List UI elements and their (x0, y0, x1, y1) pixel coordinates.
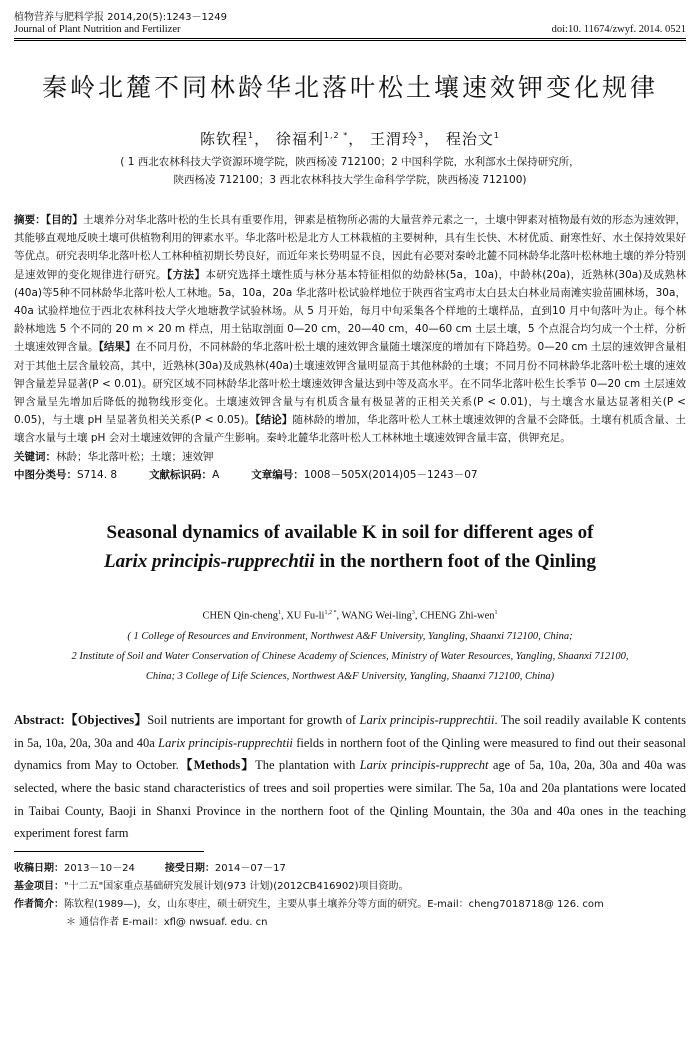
author-cn: 王渭玲 (369, 130, 418, 148)
corresponding-row: ＊ 通信作者 E-mail：xfl@ nwsuaf. edu. cn (66, 916, 268, 928)
art-label: 文章编号： (251, 468, 304, 481)
abstract-en (14, 709, 686, 845)
title-en (14, 518, 686, 576)
title-en-species: Larix principis-rupprechtii (104, 550, 315, 572)
method-label: 【方法】 (166, 268, 206, 281)
journal-en: Journal of Plant Nutrition and Fertilizer (14, 24, 181, 35)
doi: doi:10. 11674/zwyf. 2014. 0521 (551, 24, 686, 35)
classification-line (14, 466, 686, 484)
abstract-en-text: The plantation with (255, 758, 360, 773)
art-value: 1008－505X(2014)05－1243－07 (303, 468, 478, 481)
author-bio-label: 作者简介： (14, 898, 64, 910)
paper-page (14, 0, 686, 932)
keywords-cn (14, 448, 686, 466)
author-sup: 1,2 * (324, 609, 337, 616)
abstract-cn (14, 211, 686, 448)
objective-text: 土壤养分对华北落叶松的生长具有重要作用，钾素是植物所必需的大量营养元素之一，土壤中钾素对植物最有效的形态为速效钾，其能够直观地反映土壤可供植物利用的钾素水平。华北落叶松是北方人工林栽植的主要树种，具有生长快、木材优质、耐寒性好、水土保持效果好等优点。研究表明华北落叶松人工林种植初期长势良好，而近年来长势明显不良，因此有必要对秦岭北麓不同林龄华北落叶松林地土壤的养分特别是速效钾的变化规律进行研究。 (14, 214, 687, 281)
title-cn: 秦岭北麓不同林龄华北落叶松土壤速效钾变化规律 (41, 73, 658, 102)
accepted-label: 接受日期： (164, 862, 215, 874)
conclusion-text: 随林龄的增加，华北落叶松人工林土壤速效钾的含量不会降低。土壤有机质含量、土壤含水量与土壤 pH 会对土壤速效钾的含量产生影响。秦岭北麓华北落叶松人工林林地土壤速效钾含量丰富，供钾充足。 (14, 414, 687, 445)
species-name: Larix principis-rupprechtii (158, 735, 293, 750)
running-header (14, 0, 686, 38)
author-cn: 徐福利 (275, 130, 324, 148)
authors-en: CHEN Qin-cheng$^1$, XU $Fu-li^{1,2 *}$, WANG Wei-ling$^3$, CHENG Zhi-wen$^1$ (202, 609, 498, 622)
affiliation-line: ( 1 西北农林科技大学资源环境学院，陕西杨凌 712100；2 中国科学院，水利部水土保持研究所， (120, 156, 580, 168)
affiliation-line: 陕西杨凌 712100；3 西北农林科技大学生命科学学院，陕西杨凌 712100) (173, 174, 527, 186)
author-sup: 1 (494, 609, 498, 616)
author-sup: 3 (417, 131, 425, 140)
author-sup: 3 (411, 609, 415, 616)
abstract-en-text: fields in northern foot of the Qinling were measured to find out their seasonal dynamics from May to October. (14, 735, 687, 773)
authors-cn: 陈钦程$^1$， 徐福利$^{1,2 *}$， 王渭玲$^3$， 程治文$^1$ (200, 130, 500, 148)
author-cn: 程治文 (445, 130, 494, 148)
received-label: 收稿日期： (14, 862, 64, 874)
doc-value: A (212, 468, 220, 481)
result-text: 在不同月份，不同林龄的华北落叶松土壤的速效钾含量随土壤深度的增加有下降趋势。0—20 cm 土层的速效钾含量相对于其他土层含量较高，其中，近熟林(30a)及成熟林(40a)土壤速效钾含量明显高于其他林龄的土壤；不同月份不同林龄华北落叶松土壤的速效钾含量差异显著(P < 0.01)。研究区域不同林龄华北落叶松土壤速效钾含量达到中等及高水平。在不同华北落叶松生长季节 0—20 cm 土层速效钾含量呈先增加后降低的抛物线形变化。土壤速效钾含量与有机质含量有极显著的正相关关系(P < 0.01)，与土壤含水量达显著相关(P < 0.05)，与土壤 pH 呈显著负相关关系(P < 0.05)。 (14, 341, 687, 427)
affiliation-line: 2 Institute of Soil and Water Conservation of Chinese Academy of Sciences, Ministry of Water Resources, Yangling, Shaanxi 712100, (71, 651, 629, 663)
journal-cn: 植物营养与肥料学报 2014,20(5):1243－1249 (14, 12, 227, 23)
author-sup: 1,2 * (323, 131, 349, 140)
species-name: Larix principis-rupprechtii (359, 713, 495, 728)
author-sup: 1 (493, 131, 500, 140)
clc-label: 中图分类号： (14, 468, 77, 481)
species-name: Larix principis-rupprecht (359, 758, 489, 773)
clc-number (14, 466, 117, 484)
article-number (251, 466, 477, 484)
clc-value: S714. 8 (77, 468, 118, 481)
conclusion-label: 【结论】 (255, 414, 293, 427)
result-label: 【结果】 (98, 341, 136, 354)
author-sup: 1 (277, 609, 281, 616)
affiliation-line: ( 1 College of Resources and Environment, Northwest A&F University, Yangling, Shaanxi 712100, China; (127, 631, 573, 643)
fund-label: 基金项目： (14, 880, 64, 892)
author-en: XU Fu-li (286, 610, 325, 622)
author-bio-row (14, 896, 686, 914)
header-rule (14, 38, 686, 39)
author-cn: 陈钦程 (200, 130, 249, 148)
title-en-line2 (14, 547, 686, 576)
title-en-line1: Seasonal dynamics of available K in soil for different ages of (106, 521, 594, 543)
affiliation-line: China; 3 College of Life Sciences, Northwest A&F University, Yangling, Shaanxi 712100, China) (145, 671, 555, 683)
abstract-en-label: Abstract: (14, 713, 65, 728)
objectives-en-label: 【Objectives】 (64, 713, 148, 728)
author-en: CHENG Zhi-wen (420, 610, 495, 622)
title-en-rest: in the northern foot of the Qinling (314, 550, 596, 572)
abstract-en-text: . The soil readily available K contents in 5a, 10a, 20a, 30a and 40a (14, 713, 687, 750)
methods-en-label: 【Methods】 (178, 758, 256, 773)
fund-row (14, 878, 686, 896)
author-bio-text: 陈钦程(1989—)，女，山东枣庄，硕士研究生，主要从事土壤养分等方面的研究。E-mail：cheng7018718@ 126. com (64, 898, 604, 910)
author-en: WANG Wei-ling (341, 610, 412, 622)
received-date: 2013－10－24 (64, 862, 135, 874)
doc-code (149, 466, 219, 484)
fund-text: "十二五"国家重点基础研究发展计划(973 计划)(2012CB416902)项目资助。 (64, 880, 409, 892)
doc-label: 文献标识码： (149, 468, 213, 481)
author-sup: 1 (248, 131, 255, 140)
header-rule-2 (14, 40, 686, 41)
dates-row (14, 860, 686, 878)
abstract-label: 摘要： (14, 214, 46, 226)
footnotes (14, 860, 686, 932)
footnote-rule (14, 851, 204, 852)
abstract-en-text: Soil nutrients are important for growth of (147, 713, 360, 728)
objective-label: 【目的】 (45, 214, 83, 226)
keywords-label: 关键词： (14, 450, 56, 463)
method-text: 本研究选择土壤性质与林分基本特征相似的幼龄林(5a，10a)，中龄林(20a)，近熟林(30a)及成熟林(40a)等5种不同林龄华北落叶松人工林地。5a，10a，20a 华北落叶松试验样地位于陕西省宝鸡市太白县太白林业局南滩实验苗圃林场，30a，40a 试验样地位于西北农林科技大学火地塘教学试验林场。从 5 月开始，每月中旬采集各个样地的土壤样品，直到10 月中旬落叶为止。每个林龄林地选 5 个不同的 20 m × 20 m 样点，用土钻取剖面 0—20 cm，20—40 cm，40—60 cm 土层土壤，5 个点混合均匀成一个土样，分析土壤速效钾含量。 (14, 268, 687, 354)
keywords-value: 林龄；华北落叶松；土壤；速效钾 (56, 450, 214, 463)
author-en: CHEN Qin-cheng (202, 610, 278, 622)
accepted-date: 2014－07－17 (214, 862, 286, 874)
affiliations-en (14, 627, 686, 687)
abstract-en-text: age of 5a, 10a, 20a, 30a and 40a was selected, where the basic stand characteristics of trees and soil properties were similar. The 5a, 10a and 20a plantations were located in Taibai County, Baoji in Shanxi Province in the northern foot of the Qinling Mountain, the 30a and 40a ones in the teaching experiment forest farm (14, 758, 686, 841)
affiliations-cn (14, 153, 686, 189)
